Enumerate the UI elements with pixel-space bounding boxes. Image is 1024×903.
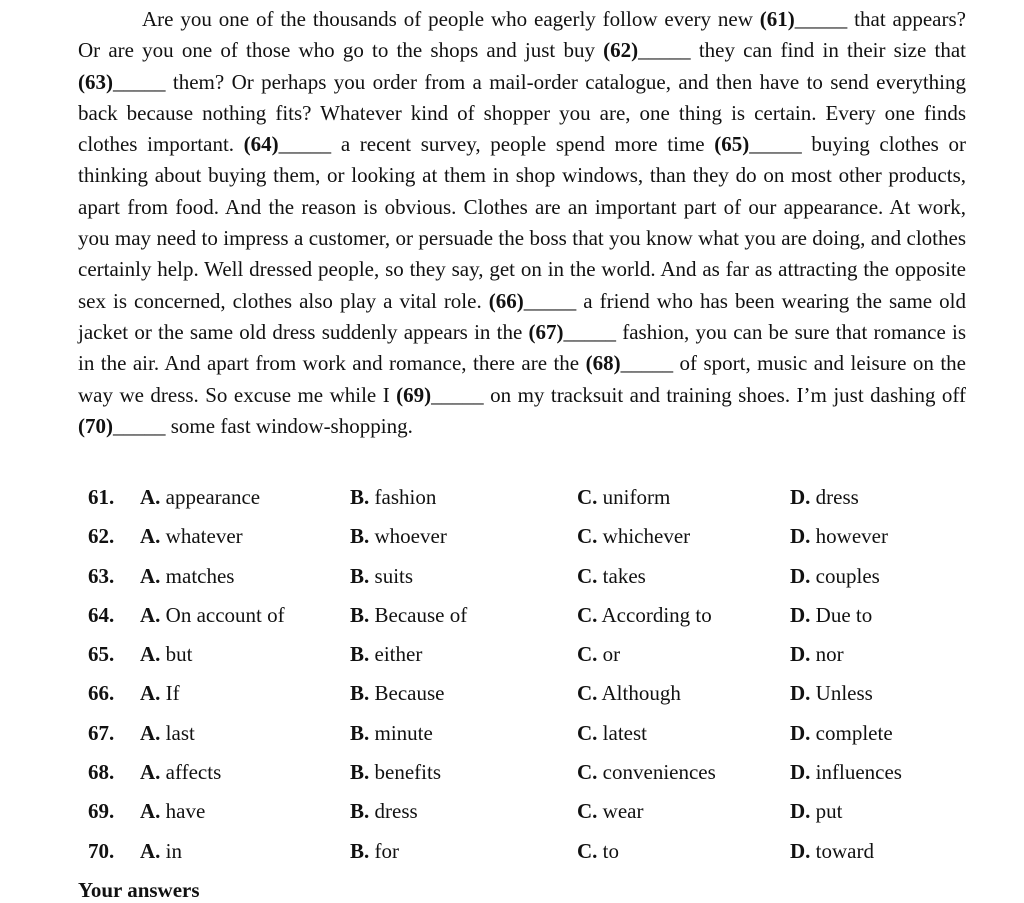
option-letter: C.: [577, 720, 598, 745]
option-text: couples: [815, 563, 880, 588]
option-text: Due to: [815, 602, 873, 627]
question-row: [88, 557, 988, 596]
option-text: but: [165, 642, 193, 667]
option-text: uniform: [602, 485, 671, 509]
blank-line-70: _____: [113, 413, 166, 438]
option-text: appearance: [165, 485, 261, 509]
option-letter: D.: [790, 524, 811, 549]
option-text: however: [815, 524, 888, 549]
blank-line-61: _____: [794, 7, 848, 31]
option-c[interactable]: [577, 517, 690, 556]
option-text: minute: [374, 720, 433, 745]
passage-text: on my tracksuit and training shoes. I’m just dashing off: [483, 382, 967, 407]
option-letter: A.: [140, 720, 161, 745]
option-b[interactable]: [350, 674, 444, 713]
option-b[interactable]: [350, 832, 399, 871]
option-text: last: [165, 720, 195, 745]
blank-line-69: _____: [431, 382, 484, 407]
question-row: [88, 478, 988, 517]
passage-text: a friend who has been wearing the same old jacket or the same old dress suddenly appears in the: [78, 288, 966, 344]
blank-number-63: (63): [78, 69, 113, 94]
option-text: Because: [374, 681, 445, 706]
option-text: complete: [815, 720, 893, 745]
option-c[interactable]: [577, 753, 716, 792]
option-letter: C.: [577, 524, 598, 549]
question-number: 63.: [88, 563, 115, 588]
option-text: matches: [165, 563, 235, 588]
blank-number-68: (68): [585, 351, 621, 376]
option-a[interactable]: [140, 753, 221, 792]
blank-number-64: (64): [243, 132, 279, 157]
blank-line-64: _____: [278, 132, 332, 157]
option-letter: D.: [790, 563, 811, 588]
option-letter: D.: [790, 681, 811, 706]
option-letter: D.: [790, 485, 811, 509]
option-text: or: [602, 642, 621, 667]
option-text: On account of: [165, 602, 285, 627]
option-letter: B.: [350, 760, 370, 785]
option-a[interactable]: [140, 517, 243, 556]
option-letter: D.: [790, 760, 811, 785]
option-letter: D.: [790, 642, 811, 667]
option-text: latest: [602, 720, 647, 745]
option-letter: B.: [350, 838, 370, 863]
option-letter: B.: [350, 642, 370, 667]
option-c[interactable]: [577, 557, 646, 596]
question-number: 66.: [88, 681, 115, 706]
question-row: [88, 714, 988, 753]
question-list: [88, 478, 988, 871]
option-text: in: [165, 838, 183, 863]
question-number: 69.: [88, 799, 115, 824]
option-text: suits: [374, 563, 414, 588]
passage-text: some fast window-shopping.: [165, 413, 413, 438]
question-number: 70.: [88, 838, 115, 863]
question-row: [88, 517, 988, 556]
option-text: According to: [601, 602, 712, 627]
option-text: fashion: [374, 485, 437, 509]
question-row: [88, 635, 988, 674]
blank-line-66: _____: [523, 288, 577, 313]
option-d[interactable]: [790, 517, 888, 556]
option-a[interactable]: [140, 674, 180, 713]
option-text: affects: [165, 760, 222, 785]
option-text: to: [602, 838, 620, 863]
option-d[interactable]: [790, 635, 844, 674]
option-letter: A.: [140, 602, 161, 627]
option-d[interactable]: [790, 792, 843, 831]
blank-line-68: _____: [620, 351, 674, 376]
question-number: 61.: [88, 485, 115, 509]
option-text: influences: [815, 760, 902, 785]
option-letter: B.: [350, 681, 370, 706]
option-b[interactable]: [350, 635, 422, 674]
option-letter: B.: [350, 563, 370, 588]
option-letter: D.: [790, 838, 811, 863]
option-text: whatever: [165, 524, 243, 549]
option-b[interactable]: [350, 596, 467, 635]
blank-number-70: (70): [78, 413, 113, 438]
option-letter: D.: [790, 799, 811, 824]
passage-paragraph: [78, 4, 966, 442]
option-text: takes: [602, 563, 646, 588]
option-letter: B.: [350, 799, 370, 824]
option-letter: C.: [577, 602, 598, 627]
option-letter: B.: [350, 720, 370, 745]
option-d[interactable]: [790, 596, 872, 635]
option-letter: B.: [350, 524, 370, 549]
question-row: [88, 832, 988, 871]
option-letter: A.: [140, 760, 161, 785]
blank-number-69: (69): [396, 382, 432, 407]
option-text: either: [374, 642, 423, 667]
option-text: whoever: [374, 524, 447, 549]
option-a[interactable]: [140, 792, 205, 831]
blank-line-63: _____: [113, 69, 166, 94]
blank-number-65: (65): [714, 132, 750, 157]
option-d[interactable]: [790, 674, 873, 713]
option-d[interactable]: [790, 753, 902, 792]
option-text: for: [374, 838, 400, 863]
option-a[interactable]: [140, 596, 285, 635]
question-row: [88, 674, 988, 713]
option-d[interactable]: [790, 478, 859, 517]
question-number: 64.: [88, 602, 115, 627]
option-text: Unless: [815, 681, 873, 706]
passage-text: a recent survey, people spend more time: [331, 132, 715, 157]
passage-text: buying clothes or thinking about buying them, or looking at them in shop windows, than they do on most other products, apart from food. And the reason is obvious. Clothes are an important part of our appearance. At work, you may need to impress a customer, or persuade the boss that you know what you are doing, and clothes certainly help. Well dressed people, so they say, get on in the world. And as far as attracting the opposite sex is concerned, clothes also play a vital role.: [78, 132, 966, 313]
blank-number-67: (67): [528, 319, 564, 344]
cloze-passage: [78, 4, 966, 442]
blank-line-62: _____: [638, 38, 691, 63]
option-text: Although: [601, 681, 681, 706]
option-letter: B.: [350, 602, 370, 627]
option-b[interactable]: [350, 753, 441, 792]
option-letter: C.: [577, 485, 598, 509]
option-d[interactable]: [790, 714, 893, 753]
option-text: whichever: [602, 524, 691, 549]
option-d[interactable]: [790, 557, 880, 596]
passage-text: Are you one of the thousands of people who eagerly follow every new: [142, 7, 760, 31]
passage-text: of sport, music and leisure on the way we dress. So excuse me while I: [78, 351, 967, 407]
blank-number-61: (61): [759, 7, 795, 31]
option-c[interactable]: [577, 832, 619, 871]
option-letter: C.: [577, 681, 598, 706]
option-b[interactable]: [350, 478, 436, 517]
option-b[interactable]: [350, 714, 433, 753]
option-b[interactable]: [350, 792, 418, 831]
option-c[interactable]: [577, 792, 643, 831]
option-letter: A.: [140, 485, 161, 509]
option-letter: A.: [140, 681, 161, 706]
option-letter: A.: [140, 799, 161, 824]
blank-line-67: _____: [563, 319, 616, 344]
option-text: dress: [374, 799, 418, 824]
option-text: conveniences: [602, 760, 716, 785]
option-a[interactable]: [140, 714, 195, 753]
option-letter: C.: [577, 838, 598, 863]
option-text: dress: [815, 485, 859, 509]
option-text: nor: [815, 642, 844, 667]
your-answers-heading: Your answers: [78, 878, 200, 902]
blank-number-66: (66): [488, 288, 524, 313]
option-text: wear: [602, 799, 644, 824]
passage-text: they can find in their size that: [690, 38, 966, 63]
option-a[interactable]: [140, 478, 260, 517]
question-row: [88, 596, 988, 635]
option-letter: A.: [140, 838, 161, 863]
option-c[interactable]: [577, 596, 712, 635]
option-c[interactable]: [577, 674, 681, 713]
option-d[interactable]: [790, 832, 874, 871]
question-number: 68.: [88, 760, 115, 785]
option-text: put: [815, 799, 843, 824]
blank-number-62: (62): [603, 38, 639, 63]
option-letter: A.: [140, 524, 161, 549]
option-letter: B.: [350, 485, 370, 509]
option-text: If: [165, 681, 180, 706]
question-row: [88, 792, 988, 831]
option-letter: C.: [577, 563, 598, 588]
option-c[interactable]: [577, 714, 647, 753]
option-a[interactable]: [140, 832, 182, 871]
option-letter: C.: [577, 760, 598, 785]
blank-line-65: _____: [749, 132, 802, 157]
passage-text: them? Or perhaps you order from a mail-order catalogue, and then have to send everything back because nothing fits? Whatever kind of shopper you are, one thing is certain. Every one finds clothes important.: [78, 69, 966, 157]
option-text: benefits: [374, 760, 441, 785]
option-letter: C.: [577, 799, 598, 824]
option-a[interactable]: [140, 557, 234, 596]
option-text: Because of: [374, 602, 468, 627]
option-text: toward: [815, 838, 874, 863]
question-number: 65.: [88, 642, 115, 667]
option-letter: A.: [140, 642, 161, 667]
option-letter: D.: [790, 720, 811, 745]
option-letter: C.: [577, 642, 598, 667]
passage-text: fashion, you can be sure that romance is in the air. And apart from work and romance, there are the: [78, 319, 967, 376]
option-text: have: [165, 799, 206, 824]
question-number: 67.: [88, 720, 115, 745]
option-c[interactable]: [577, 478, 670, 517]
option-a[interactable]: [140, 635, 193, 674]
passage-text: that appears? Or are you one of those who go to the shops and just buy: [78, 7, 966, 63]
option-b[interactable]: [350, 557, 413, 596]
question-number: 62.: [88, 524, 115, 549]
option-b[interactable]: [350, 517, 447, 556]
question-row: [88, 753, 988, 792]
option-letter: A.: [140, 563, 161, 588]
option-letter: D.: [790, 602, 811, 627]
option-c[interactable]: [577, 635, 620, 674]
